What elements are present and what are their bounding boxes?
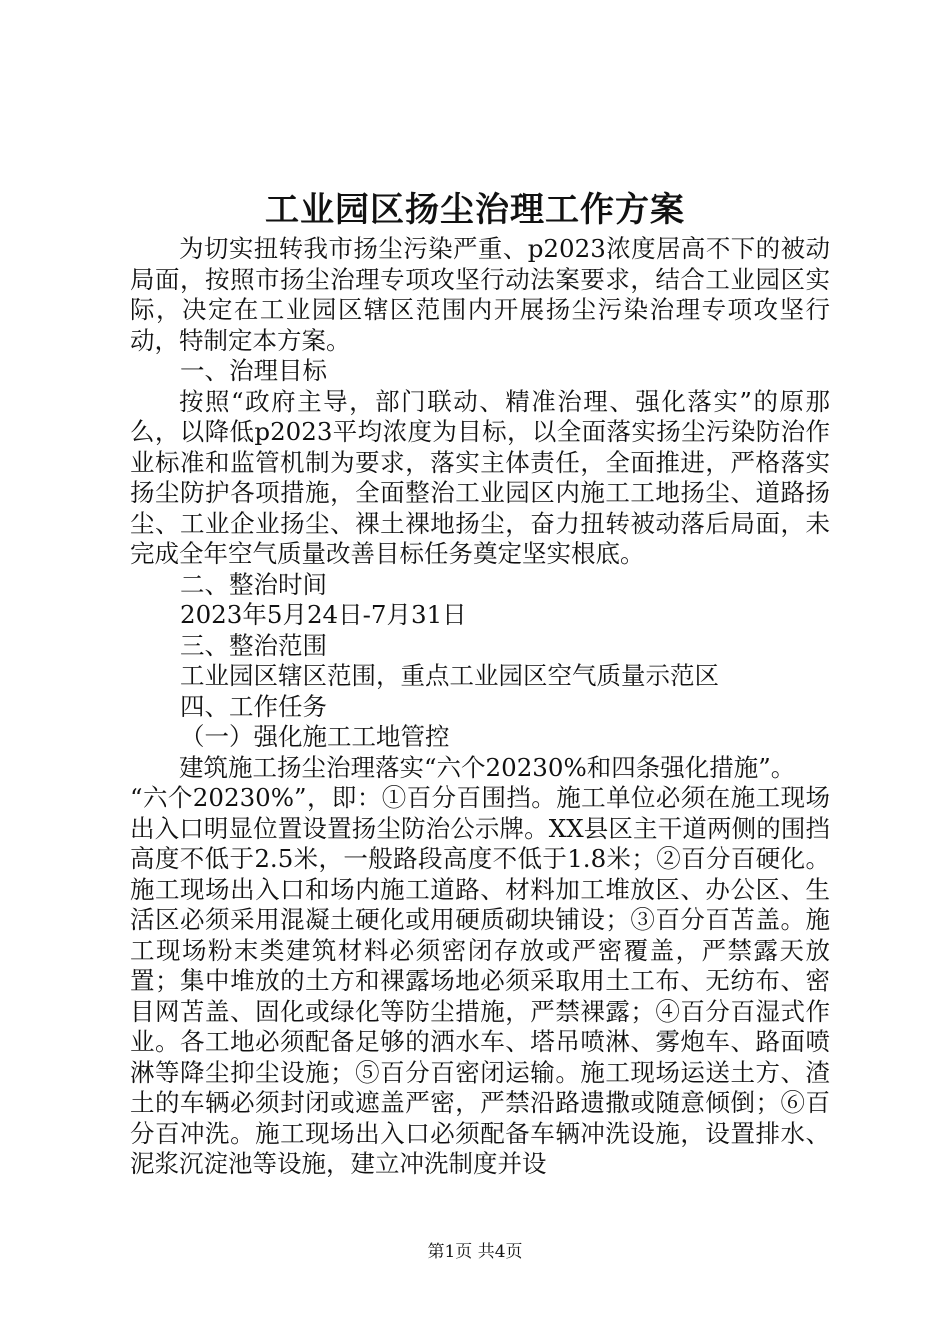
section-heading-time: 二、整治时间 bbox=[180, 569, 327, 599]
section-heading-tasks: 四、工作任务 bbox=[180, 691, 327, 721]
intro-paragraph: 为切实扭转我市扬尘污染严重、p2023浓度居高不下的被动局面，按照市扬尘治理专项攻坚行动法案要求，结合工业园区实际，决定在工业园区辖区范围内开展扬尘污染治理专项攻坚行动，特制定本方案。 bbox=[130, 234, 830, 355]
subsection-heading-construction: （一）强化施工工地管控 bbox=[180, 722, 450, 751]
scope-paragraph: 工业园区辖区范围，重点工业园区空气质量示范区 bbox=[180, 661, 719, 690]
goals-paragraph: 按照“政府主导，部门联动、精准治理、强化落实”的原那么，以降低p2023平均浓度为目标，以全面落实扬尘污染防治作业标准和监管机制为要求，落实主体责任，全面推进，严格落实扬尘防护各项措施，全面整治工业园区内施工工地扬尘、道路扬尘、工业企业扬尘、裸土裸地扬尘，奋力扭转被动落后局面，未完成全年空气质量改善目标任务奠定坚实根底。 bbox=[130, 386, 830, 568]
document-title: 工业园区扬尘治理工作方案 bbox=[265, 190, 685, 230]
time-paragraph: 2023年5月24日-7月31日 bbox=[180, 600, 467, 629]
construction-paragraph: “六个20230%”，即：①百分百围挡。施工单位必须在施工现场出入口明显位置设置扬尘防治公示牌。XX县区主干道两侧的围挡高度不低于2.5米，一般路段高度不低于1.8米；②百分百硬化。施工现场出入口和场内施工道路、材料加工堆放区、办公区、生活区必须采用混凝土硬化或用硬质砌块铺设；③百分百苫盖。施工现场粉末类建筑材料必须密闭存放或严密覆盖，严禁露天放置；集中堆放的土方和裸露场地必须采取用土工布、无纺布、密目网苫盖、固化或绿化等防尘措施，严禁裸露；④百分百湿式作业。各工地必须配备足够的洒水车、塔吊喷淋、雾炮车、路面喷淋等降尘抑尘设施；⑤百分百密闭运输。施工现场运送土方、渣土的车辆必须封闭或遮盖严密，严禁沿路遗撒或随意倾倒；⑥百分百冲洗。施工现场出入口必须配备车辆冲洗设施，设置排水、泥浆沉淀池等设施，建立冲洗制度并设 bbox=[130, 783, 830, 1178]
section-heading-scope: 三、整治范围 bbox=[180, 630, 327, 660]
document-body bbox=[130, 234, 830, 1180]
page-footer: 第1页 共4页 bbox=[427, 1242, 523, 1262]
section-heading-goals: 一、治理目标 bbox=[180, 356, 327, 385]
construction-paragraph-lead: 建筑施工扬尘治理落实“六个20230%和四条强化措施”。 bbox=[179, 752, 796, 782]
